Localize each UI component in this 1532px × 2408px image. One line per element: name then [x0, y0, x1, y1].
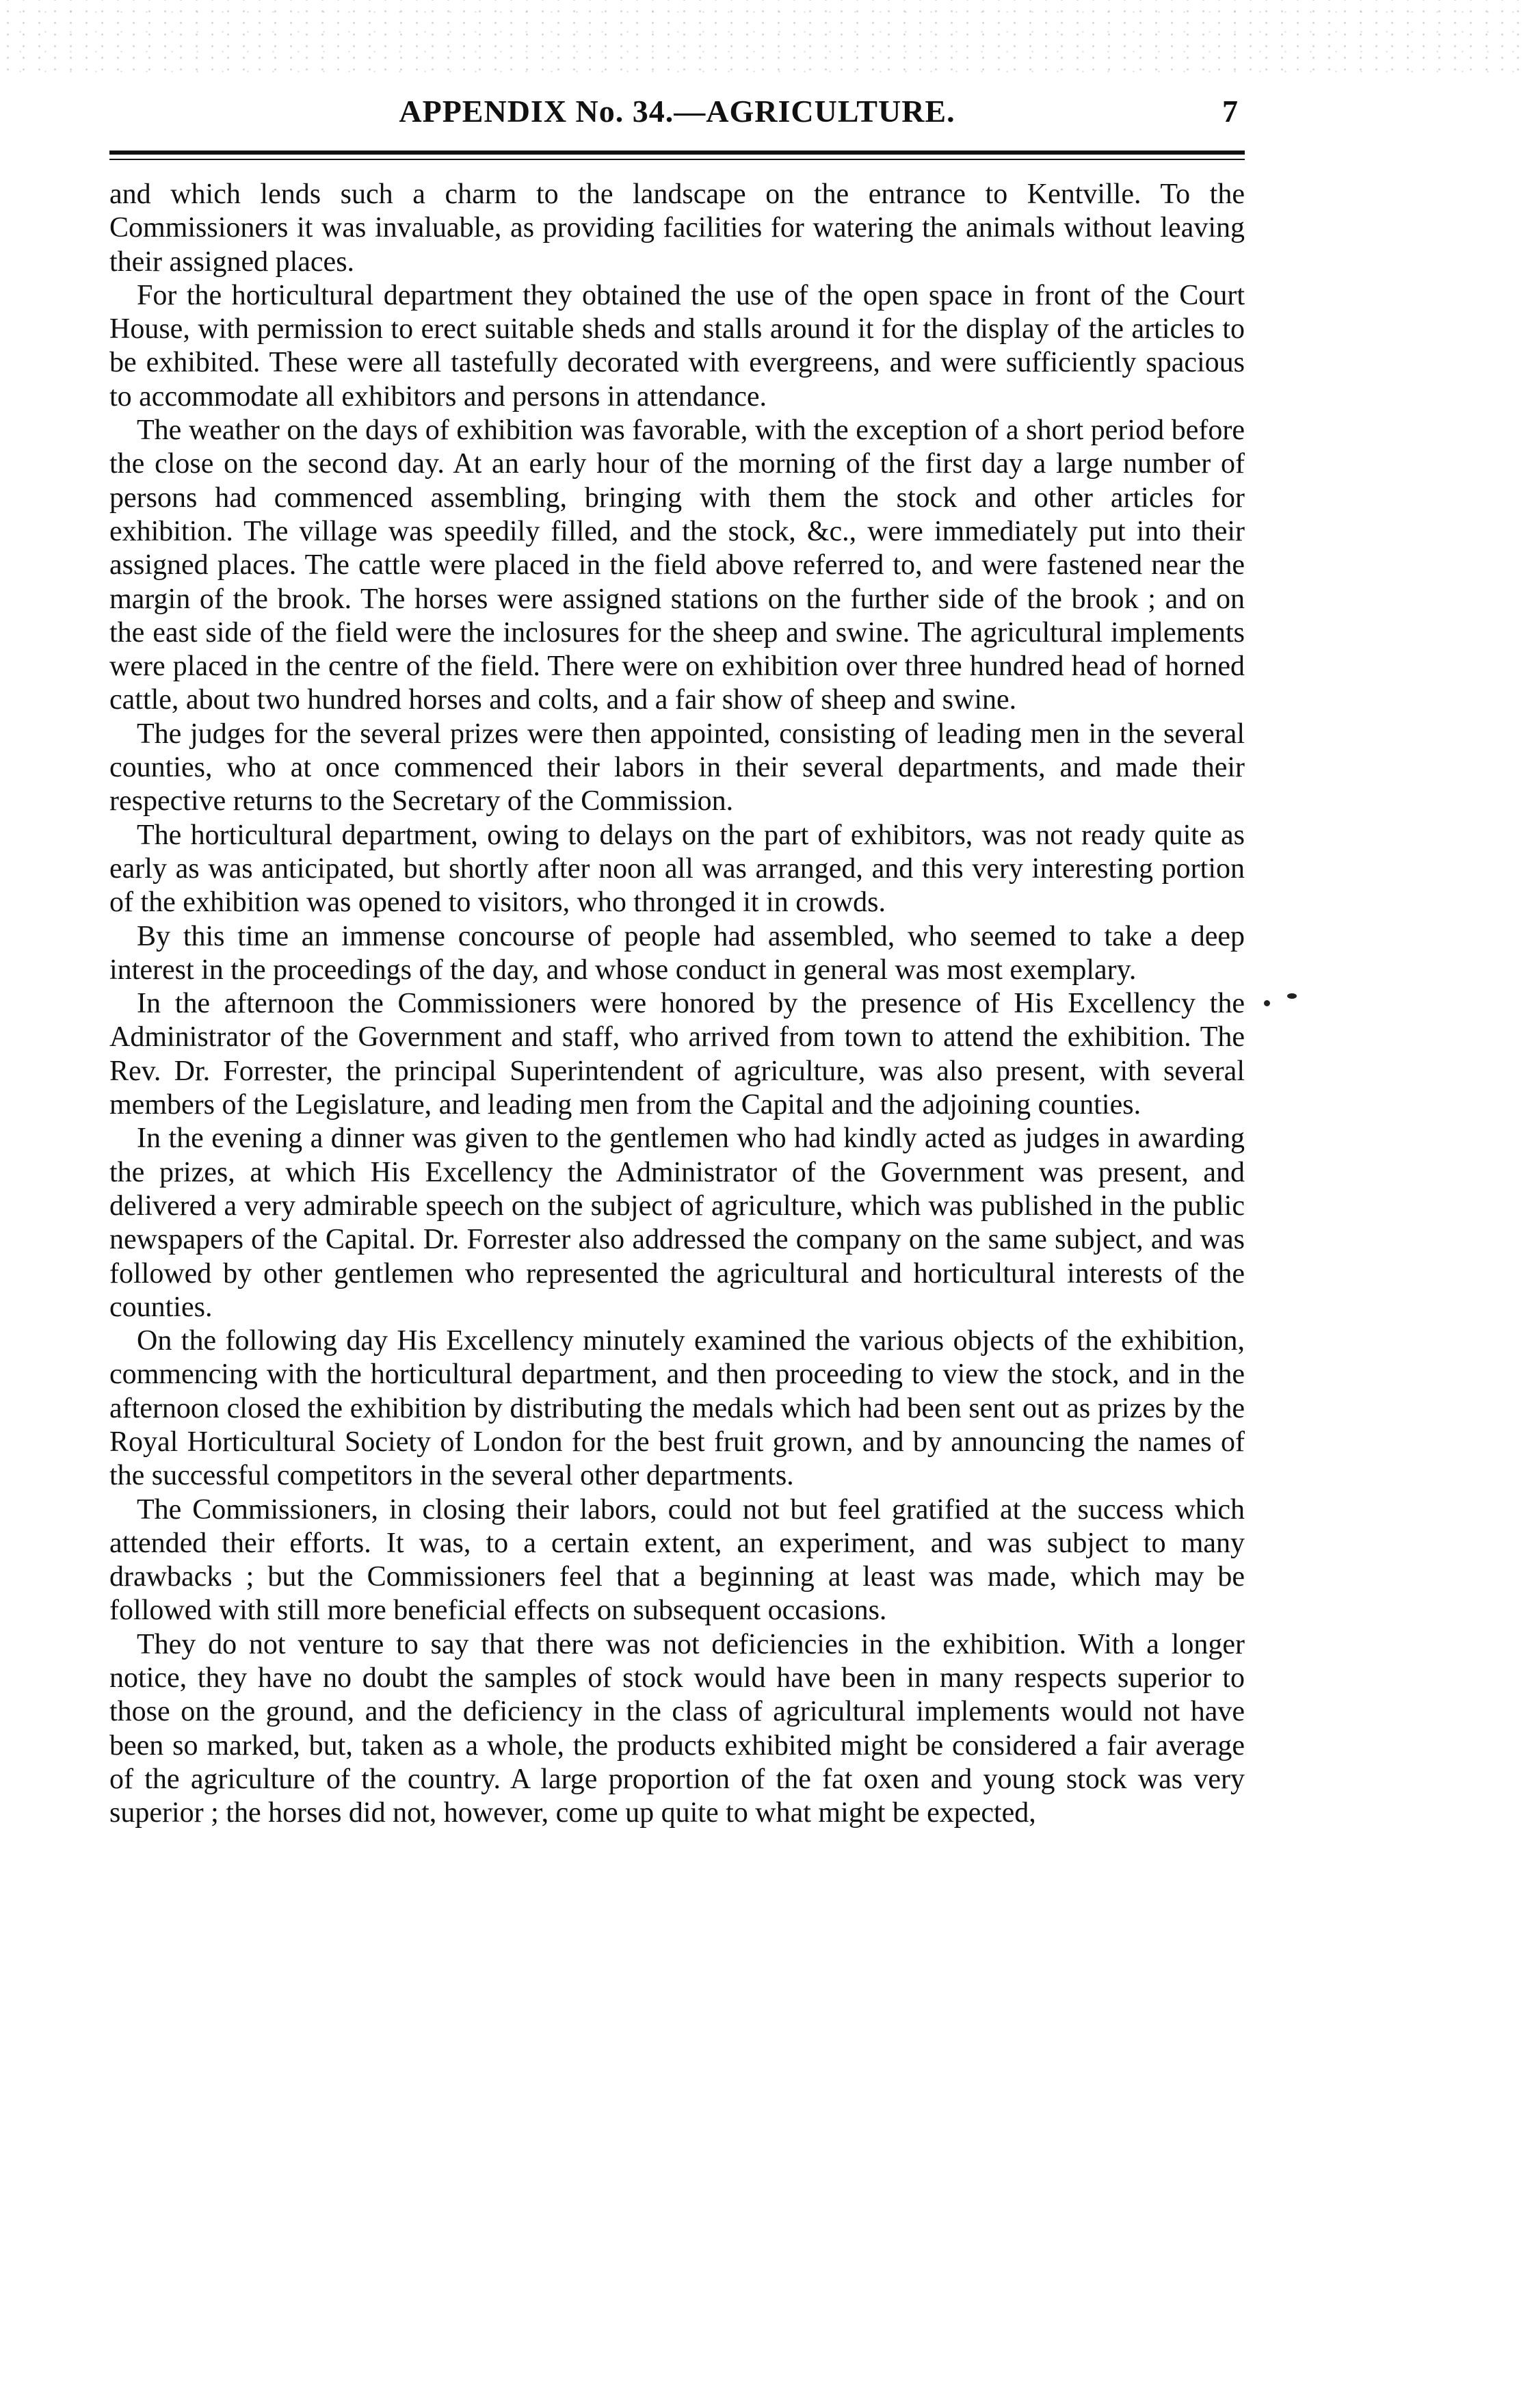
- header-rule-thick: [109, 150, 1245, 155]
- paragraph: In the afternoon the Commissioners were honored by the presence of His Excellency the Administrator of the Government and staff, who arrived from town to attend the exhibition. The Rev. Dr. Forrester, the principal Superintendent of agriculture, was also present, with several members of the Legislature, and leading men from the Capital and the adjoining counties.: [109, 988, 1245, 1121]
- paragraph: They do not venture to say that there was not deficiencies in the exhibition. With a longer notice, they have no doubt the samples of stock would have been in many respects superior to those on the ground, and the deficiency in the class of agricultural implements would not have been so marked, but, taken as a whole, the products exhibited might be considered a fair average of the agriculture of the country. A large proportion of the fat oxen and young stock was very superior ; the horses did not, however, come up quite to what might be expected,: [109, 1628, 1245, 1829]
- page-header: [109, 93, 1245, 141]
- body-text: [109, 178, 1245, 1831]
- paragraph: The horticultural department, owing to delays on the part of exhibitors, was not ready quite as early as was anticipated, but shortly after noon all was arranged, and this very interesting portion of the exhibition was opened to visitors, who thronged it in crowds.: [109, 819, 1245, 919]
- paragraph: For the horticultural department they obtained the use of the open space in front of the Court House, with permission to erect suitable sheds and stalls around it for the display of the articles to be exhibited. These were all tastefully decorated with evergreens, and were sufficiently spacious to accommodate all exhibitors and persons in attendance.: [109, 279, 1245, 413]
- paragraph: In the evening a dinner was given to the gentlemen who had kindly acted as judges in awarding the prizes, at which His Excellency the Administrator of the Government was present, and delivered a very admirable speech on the subject of agriculture, which was published in the public newspapers of the Capital. Dr. Forrester also addressed the company on the same subject, and was followed by other gentlemen who represented the agricultural and horticultural interests of the counties.: [109, 1123, 1245, 1323]
- header-rule-thin: [109, 159, 1245, 160]
- paragraph: The Commissioners, in closing their labors, could not but feel gratified at the success which attended their efforts. It was, to a certain extent, an experiment, and was subject to many drawbacks ; but the Commissioners feel that a beginning at least was made, which may be followed with still more beneficial effects on subsequent occasions.: [109, 1493, 1245, 1627]
- page-number: 7: [1222, 94, 1238, 129]
- paragraph: By this time an immense concourse of people had assembled, who seemed to take a deep interest in the proceedings of the day, and whose conduct in general was most exemplary.: [109, 920, 1245, 986]
- paragraph: The weather on the days of exhibition was favorable, with the exception of a short period before the close on the second day. At an early hour of the morning of the first day a large number of persons had commenced assembling, bringing with them the stock and other articles for exhibition. The village was speedily filled, and the stock, &c., were immediately put into their assigned places. The cattle were placed in the field above referred to, and were fastened near the margin of the brook. The horses were assigned stations on the further side of the brook ; and on the east side of the field were the inclosures for the sheep and swine. The agricultural implements were placed in the centre of the field. There were on exhibition over three hundred head of horned cattle, about two hundred horses and colts, and a fair show of sheep and swine.: [109, 415, 1245, 716]
- running-head: APPENDIX No. 34.—AGRICULTURE.: [399, 94, 955, 129]
- margin-ink-mark: [1264, 993, 1305, 1014]
- paragraph: On the following day His Excellency minutely examined the various objects of the exhibition, commencing with the horticultural department, and then proceeding to view the stock, and in the afternoon closed the exhibition by distributing the medals which had been sent out as prizes by the Royal Horticultural Society of London for the best fruit grown, and by announcing the names of the successful competitors in the several other departments.: [109, 1325, 1245, 1492]
- paragraph: and which lends such a charm to the landscape on the entrance to Kentville. To the Commissioners it was invaluable, as providing facilities for watering the animals without leaving their assigned places.: [109, 179, 1245, 278]
- paragraph: The judges for the several prizes were then appointed, consisting of leading men in the several counties, who at once commenced their labors in their several departments, and made their respective returns to the Secretary of the Commission.: [109, 718, 1245, 817]
- scan-noise: [0, 0, 1532, 75]
